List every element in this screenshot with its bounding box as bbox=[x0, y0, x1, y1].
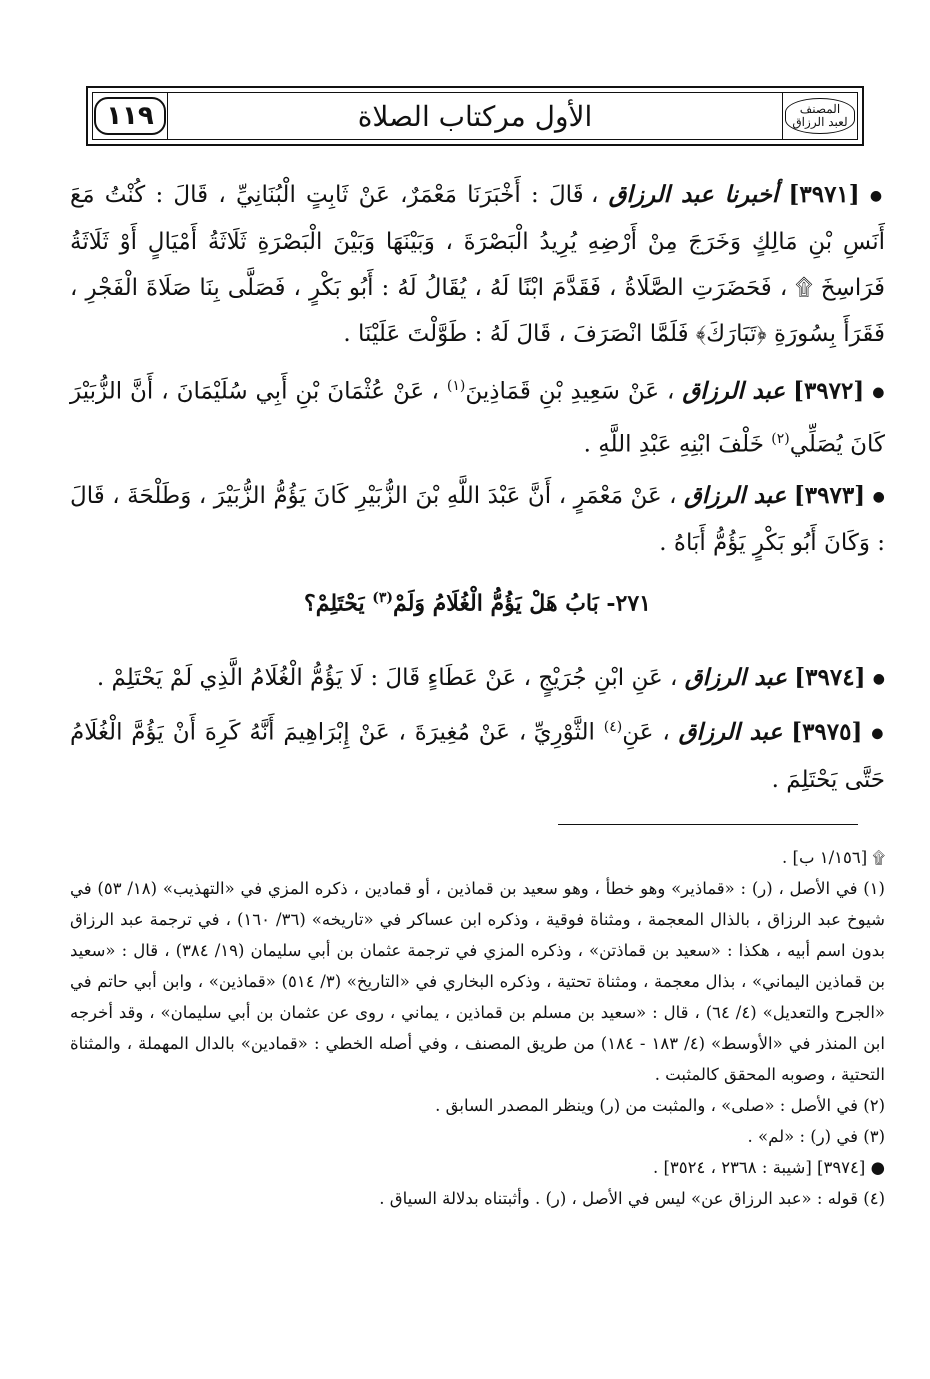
section-heading bbox=[70, 590, 885, 616]
footnote-ref[interactable]: (١) bbox=[446, 378, 466, 394]
footnote-ref[interactable]: (٤) bbox=[603, 719, 623, 735]
footnote-3: (٣) في (ر) : «لم» . bbox=[747, 1127, 885, 1146]
hadith-ref: [٣٩٧١] bbox=[788, 181, 860, 208]
book-logo-line1: المصنف bbox=[799, 102, 841, 116]
footnote-source-ref: ● [٣٩٧٤] [شيبة : ٢٣٦٨ ، ٣٥٢٤] . bbox=[652, 1158, 885, 1177]
narrator-name: أخبرنا عبد الرزاق bbox=[608, 181, 779, 208]
hadith-ref: [٣٩٧٢] bbox=[793, 377, 865, 405]
bullet-icon: ● bbox=[872, 384, 886, 401]
hadith-text: ، عَنْ عُثْمَانَ بْنِ أَبِي سُلَيْمَانَ ، أَنَّ الزُّبَيْرَ كَانَ يُصَلِّي bbox=[70, 378, 885, 458]
hadith-ref: [٣٩٧٥] bbox=[791, 718, 863, 746]
narrator-name: عبد الرزاق bbox=[682, 377, 786, 405]
hadith-text: ، عَنْ سَعِيدِ بْنِ قَمَاذِينَ bbox=[465, 378, 675, 405]
footnote-2: (٢) في الأصل : «صلى» ، والمثبت من (ر) وينظر المصدر السابق . bbox=[435, 1096, 885, 1115]
hadith-3972 bbox=[70, 363, 885, 467]
hadith-text: خَلْفَ ابْنِهِ عَبْدِ اللَّهِ . bbox=[583, 431, 764, 458]
chapter-title bbox=[183, 93, 767, 139]
main-text-block-1 bbox=[70, 172, 885, 566]
hadith-ref: [٣٩٧٣] bbox=[793, 482, 866, 510]
narrator-name: عبد الرزاق bbox=[678, 718, 783, 746]
footnotes bbox=[70, 842, 885, 1214]
bullet-icon: ● bbox=[871, 725, 886, 742]
hadith-text: الثَّوْرِيِّ ، عَنْ مُغِيرَةَ ، عَنْ إِبْرَاهِيمَ أَنَّهُ كَرِهَ أَنْ يَؤُمَّ الْغُلَامُ حَتَّى يَحْتَلِمَ . bbox=[70, 719, 885, 793]
footnote-divider bbox=[558, 824, 858, 825]
narrator-name: عبد الرزاق bbox=[684, 482, 787, 510]
bullet-icon: ● bbox=[872, 489, 886, 506]
hadith-ref: [٣٩٧٤] bbox=[794, 664, 866, 691]
hadith-3973 bbox=[70, 473, 885, 566]
hadith-text: ، عَنِ bbox=[622, 719, 670, 746]
book-logo-line2: لعبد الرزاق bbox=[792, 115, 848, 129]
chapter-title-text: الأول مركتاب الصلاة bbox=[357, 99, 593, 133]
footnote-4: (٤) قوله : «عبد الرزاق عن» ليس في الأصل ، (ر) . وأثبتناه بدلالة السياق . bbox=[379, 1189, 885, 1208]
main-text-block-2 bbox=[70, 655, 885, 803]
page-number: ١١٩ bbox=[94, 97, 166, 135]
bullet-icon: ● bbox=[872, 671, 885, 687]
book-logo-box bbox=[782, 93, 857, 139]
hadith-3975 bbox=[70, 704, 885, 803]
page-header bbox=[86, 86, 864, 146]
page-number-box bbox=[93, 93, 168, 139]
bullet-icon: ● bbox=[869, 188, 886, 204]
footnote-1: (١) في الأصل ، (ر) : «قماذير» وهو خطأ ، وهو سعيد بن قماذين ، أو قمادين ، ذكره المزي في «التهذيب» (١٨/ ٥٣) في شيوخ عبد الرزاق ، بالذال المعجمة ، ومثناة فوقية ، وذكره ابن عساكر في «تاريخه» (٣٦/ ١٦٠) ، في ترجمة عبد الرزاق بدون اسم أبيه ، هكذا : «سعيد بن قماذتن» ، وذكره المزي في ترجمة عثمان بن أبي سليمان (١٩/ ٣٨٤) ، قال : «سعيد بن قماذين اليماني» ، بذال معجمة ، ومثناة تحتية ، وذكره البخاري في «التاريخ» (٣/ ٥١٤) «قماذين» ، وابن أبي حاتم في «الجرح والتعديل» (٤/ ٦٤) ، قال : «سعيد بن مسلم بن قماذين ، يماني ، روى عن عثمان بن أبي سليمان» ، وقد أخرجه ابن المنذر في «الأوسط» (٤/ ١٨٣ - ١٨٤) من طريق المصنف ، وفي أصله الخطي : «قمادين» بالدال المهملة ، والمثناة التحتية ، وصوبه المحقق كالمثبت . bbox=[70, 879, 886, 1084]
hadith-text: ، قَالَ : أَخْبَرَنَا مَعْمَرٌ، عَنْ ثَابِتٍ الْبُنَانِيِّ ، قَالَ : كُنْتُ مَعَ أَنَسِ بْنِ مَالِكٍ وَخَرَجَ مِنْ أَرْضِهِ يُرِيدُ الْبَصْرَةَ ، وَبَيْنَهَا وَبَيْنَ الْبَصْرَةِ ثَلَاثَةُ أَمْيَالٍ أَوْ ثَلَاثَةُ فَرَاسِخَ ۩ ، فَحَضَرَتِ الصَّلَاةُ ، فَقَدَّمَ ابْنًا لَهُ ، يُقَالُ لَهُ : أَبُو بَكْرٍ ، فَصَلَّى بِنَا صَلَاةَ الْفَجْرِ ، فَقَرَأَ بِسُورَةِ ﴿تَبَارَكَ﴾ فَلَمَّا انْصَرَفَ ، قَالَ لَهُ : طَوَّلْتَ عَلَيْنَا . bbox=[70, 182, 885, 347]
narrator-name: عبد الرزاق bbox=[684, 664, 787, 691]
footnote-ref[interactable]: (٣) bbox=[372, 590, 394, 606]
section-heading-text: ٢٧١- بَابُ هَلْ يَؤُمُّ الْغُلَامُ وَلَمْ bbox=[393, 590, 651, 617]
footnote-marker: ۩ [١/١٥٦ ب] . bbox=[782, 848, 885, 867]
section-heading-text-end: يَحْتَلِمْ؟ bbox=[304, 590, 365, 617]
book-logo bbox=[785, 98, 854, 134]
footnote-ref[interactable]: (٢) bbox=[771, 430, 790, 447]
hadith-3974 bbox=[70, 655, 885, 702]
hadith-text: ، عَنِ ابْنِ جُرَيْجٍ ، عَنْ عَطَاءٍ قَالَ : لَا يَؤُمُّ الْغُلَامُ الَّذِي لَمْ يَحْتَلِمْ . bbox=[96, 665, 678, 691]
hadith-text: ، عَنْ مَعْمَرٍ ، أَنَّ عَبْدَ اللَّهِ بْنَ الزُّبَيْرِ كَانَ يَؤُمُّ الزُّبَيْرَ ، وَطَلْحَةَ ، قَالَ : وَكَانَ أَبُو بَكْرٍ يَؤُمُّ أَبَاهُ . bbox=[70, 483, 885, 557]
header-inner-frame bbox=[92, 92, 858, 140]
hadith-3971 bbox=[70, 172, 885, 357]
